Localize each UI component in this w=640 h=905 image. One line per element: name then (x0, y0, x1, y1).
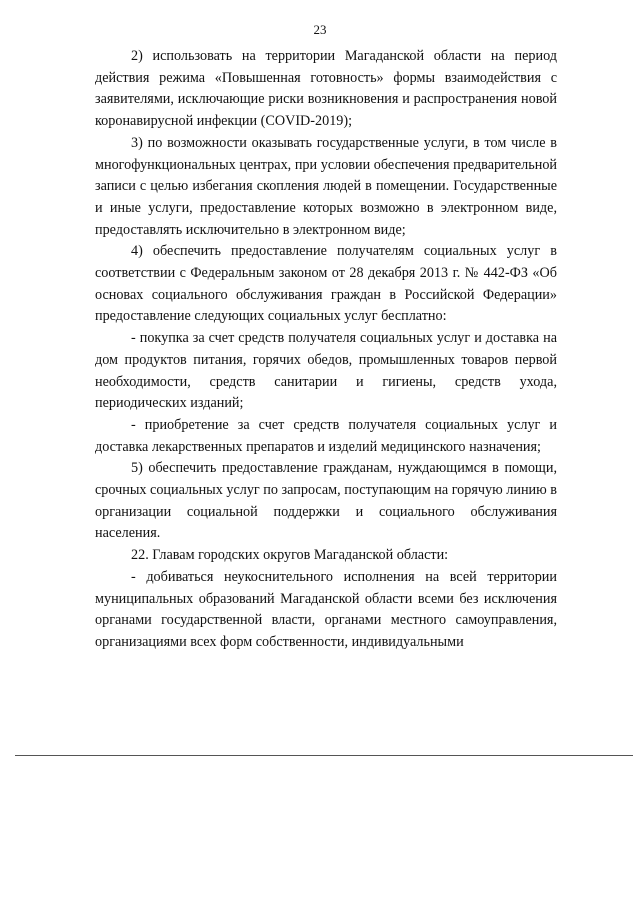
paragraph-item-4: 4) обеспечить предоставление получателям социальных услуг в соответствии с Федеральным законом от 28 декабря 2013 г. № 442-ФЗ «Об основах социального обслуживания граждан в Российской Федерации» предоставление следующих социальных услуг бесплатно: (95, 243, 557, 325)
paragraph-item-3: 3) по возможности оказывать государственные услуги, в том числе в многофункциональных центрах, при условии обеспечения предварительной записи с целью избегания скопления людей в помещении. Государственные и иные услуги, предоставление которых возможно в электронном виде, предоставлять исключительно в электронном виде; (95, 134, 557, 238)
page-number: 23 (313, 22, 327, 37)
paragraph-item-2: 2) использовать на территории Магаданской области на период действия режима «Повышенная готовность» формы взаимодействия с заявителями, исключающие риски возникновения и распространения новой коронавирусной инфекции (COVID-2019); (95, 48, 557, 130)
paragraph-item-5: 5) обеспечить предоставление гражданам, нуждающимся в помощи, срочных социальных услуг по запросам, поступающим на горячую линию в организации социальной поддержки и социального обслуживания населения. (95, 460, 557, 542)
paragraph-section-22: 22. Главам городских округов Магаданской области: (131, 547, 449, 564)
footer-rule-line (15, 755, 633, 756)
document-body (95, 46, 557, 654)
paragraph-bullet-enforce: - добиваться неукоснительного исполнения на всей территории муниципальных образований Магаданской области всеми без исключения органами государственной власти, органами местного самоуправления, организациями всех форм собственности, индивидуальными (95, 568, 557, 650)
paragraph-bullet-purchase: - покупка за счет средств получателя социальных услуг и доставка на дом продуктов питания, горячих обедов, промышленных товаров первой необходимости, средств санитарии и гигиены, средств ухода, периодических изданий; (95, 330, 557, 412)
paragraph-bullet-medicine: - приобретение за счет средств получателя социальных услуг и доставка лекарственных препаратов и изделий медицинского назначения; (95, 416, 557, 455)
